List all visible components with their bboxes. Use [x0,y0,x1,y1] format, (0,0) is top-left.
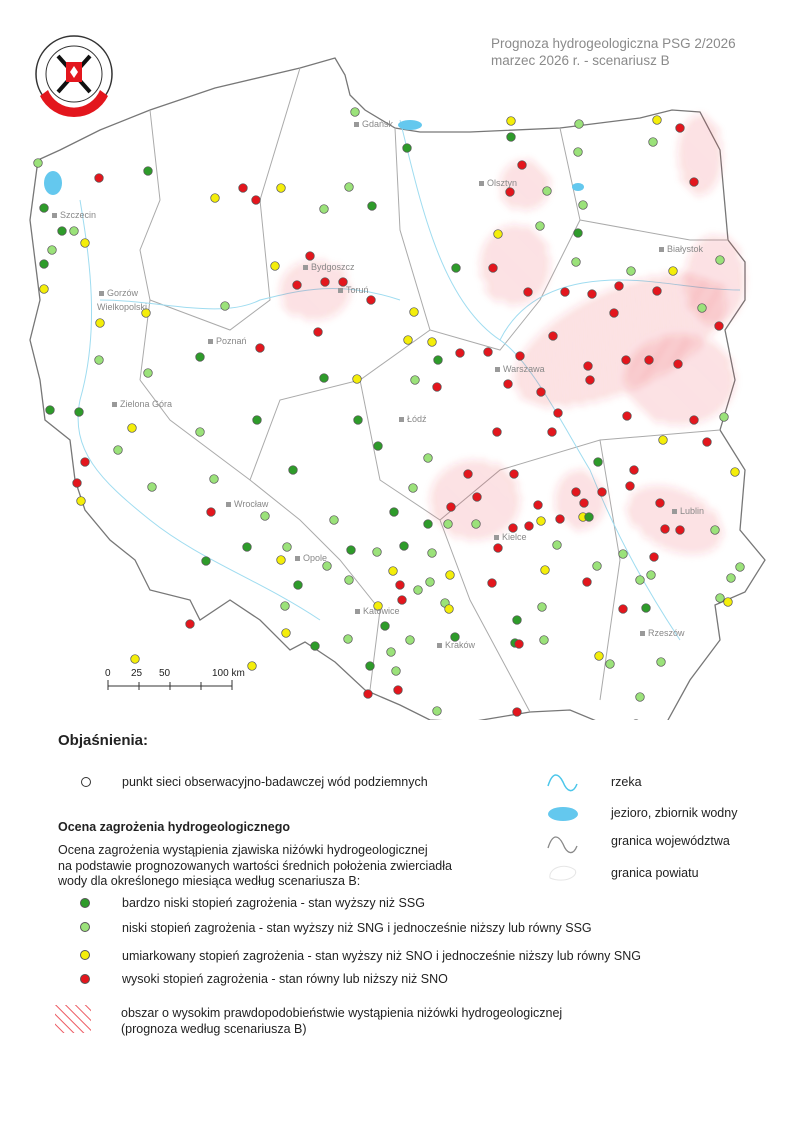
point-symbol-icon [81,777,91,787]
observation-point [619,550,628,559]
observation-point [549,332,558,341]
observation-point [656,499,665,508]
observation-point [410,308,419,317]
area-line: obszar o wysokim prawdopodobieństwie wystąpienia niżówki hydrogeologicznej [121,1006,563,1020]
observation-point [579,201,588,210]
observation-point [211,194,220,203]
observation-point [541,566,550,575]
observation-point [353,375,362,384]
observation-point [445,605,454,614]
city-marker-icon [303,265,308,270]
legend-very-low: bardzo niski stopień zagrożenia - stan wyższy niż SSG [122,896,425,910]
observation-point [513,708,522,717]
observation-point [387,648,396,657]
observation-point [293,281,302,290]
observation-point [553,541,562,550]
high-dot-icon [80,974,90,984]
observation-point [364,690,373,699]
city-label: Kielce [502,532,527,542]
observation-point [636,693,645,702]
observation-point [330,516,339,525]
lake-icon [548,807,578,821]
observation-point [253,416,262,425]
observation-point [504,380,513,389]
city-label: Poznań [216,336,247,346]
observation-point [715,322,724,331]
observation-point [507,117,516,126]
observation-point [40,285,49,294]
observation-point [321,278,330,287]
observation-point [344,635,353,644]
observation-point [556,515,565,524]
observation-point [606,660,615,669]
observation-point [404,336,413,345]
observation-point [536,222,545,231]
observation-point [537,388,546,397]
observation-point [426,578,435,587]
observation-point [351,108,360,117]
city-marker-icon [354,122,359,127]
observation-point [381,622,390,631]
observation-point [659,436,668,445]
city-label: Wielkopolski [97,302,148,312]
observation-point [202,557,211,566]
legend-high: wysoki stopień zagrożenia - stan równy lub niższy niż SNO [122,972,448,986]
city-marker-icon [437,643,442,648]
observation-point [653,116,662,125]
legend-section: Ocena zagrożenia hydrogeologicznego [58,820,290,834]
city-marker-icon [338,288,343,293]
observation-point [390,508,399,517]
observation-point [411,376,420,385]
observation-point [354,416,363,425]
observation-point [144,369,153,378]
observation-point [452,264,461,273]
observation-point [572,258,581,267]
observation-point [580,499,589,508]
observation-point [548,428,557,437]
observation-point [368,202,377,211]
observation-point [403,144,412,153]
observation-point [95,174,104,183]
observation-point [414,586,423,595]
observation-point [534,501,543,510]
legend-point: punkt sieci obserwacyjno-badawczej wód podziemnych [122,775,428,789]
legend-lake: jezioro, zbiornik wodny [611,806,738,820]
city-marker-icon [226,502,231,507]
observation-point [513,616,522,625]
observation-point [294,581,303,590]
observation-point [433,383,442,392]
observation-point [464,470,473,479]
legend-desc [58,843,452,890]
observation-point [488,579,497,588]
observation-point [630,466,639,475]
city-marker-icon [494,535,499,540]
observation-point [711,526,720,535]
observation-point [561,288,570,297]
observation-point [585,513,594,522]
observation-point [271,262,280,271]
legend-river: rzeka [611,775,642,789]
observation-point [320,374,329,383]
city-marker-icon [112,402,117,407]
observation-point [537,517,546,526]
observation-point [446,571,455,580]
city-marker-icon [52,213,57,218]
observation-point [81,239,90,248]
observation-point [77,497,86,506]
observation-point [669,267,678,276]
observation-point [58,227,67,236]
observation-point [622,356,631,365]
observation-point [347,546,356,555]
legend-moderate: umiarkowany stopień zagrożenia - stan wyższy niż SNO i jednocześnie niższy lub równy SNG [122,949,641,963]
observation-point [515,640,524,649]
observation-point [653,287,662,296]
observation-point [366,662,375,671]
observation-point [610,309,619,318]
observation-point [716,256,725,265]
city-label: Białystok [667,244,704,254]
observation-point [676,124,685,133]
observation-point [207,508,216,517]
observation-point [345,183,354,192]
observation-point [647,571,656,580]
observation-point [507,133,516,142]
observation-point [40,260,49,269]
observation-point [81,458,90,467]
observation-point [510,470,519,479]
observation-point [367,296,376,305]
observation-point [716,594,725,603]
observation-point [261,512,270,521]
scale-tick: 100 km [212,668,245,679]
observation-point [583,578,592,587]
city-label: Zielona Góra [120,399,173,409]
observation-point [493,428,502,437]
observation-point [73,479,82,488]
observation-point [409,484,418,493]
city-label: Kraków [445,640,476,650]
observation-point [524,288,533,297]
observation-point [256,344,265,353]
scale-tick: 25 [131,668,143,679]
voivodeship-border-icon [548,837,577,853]
observation-point [406,636,415,645]
observation-point [131,655,140,664]
city-label: Gorzów [107,288,139,298]
observation-point [210,475,219,484]
observation-point [320,205,329,214]
observation-point [70,227,79,236]
city-label: Łódź [407,414,427,424]
observation-point [434,356,443,365]
observation-point [456,349,465,358]
observation-point [428,338,437,347]
map-title [491,35,736,69]
observation-point [649,138,658,147]
observation-point [424,454,433,463]
observation-point [586,376,595,385]
observation-point [144,167,153,176]
low-dot-icon [80,922,90,932]
observation-point [243,543,252,552]
city-label: Warszawa [503,364,545,374]
legend-heading: Objaśnienia: [58,732,149,749]
area-line: (prognoza według scenariusza B) [121,1021,307,1036]
city-label: Katowice [363,606,400,616]
city-label: Szczecin [60,210,97,220]
city-label: Lublin [680,506,705,516]
observation-point [642,604,651,613]
city-marker-icon [479,181,484,186]
observation-point [114,446,123,455]
observation-point [428,549,437,558]
legend-line-icons [545,770,585,890]
observation-point [424,520,433,529]
observation-point [396,581,405,590]
observation-point [619,605,628,614]
desc-line: na podstawie prognozowanych wartości średnich położenia zwierciadła [58,858,452,873]
legend-area [121,1006,562,1037]
city-label: Rzeszów [648,628,685,638]
observation-point [727,574,736,583]
legend-voivodeship: granica województwa [611,834,730,848]
observation-point [574,148,583,157]
observation-point [516,352,525,361]
observation-point [615,282,624,291]
observation-point [394,686,403,695]
city-marker-icon [355,609,360,614]
observation-point [690,416,699,425]
scale-tick: 50 [159,668,171,679]
pig-logo [30,32,130,122]
observation-point [186,620,195,629]
observation-point [595,652,604,661]
observation-point [277,184,286,193]
city-marker-icon [659,247,664,252]
observation-point [650,553,659,562]
observation-point [277,556,286,565]
subtitle-line: marzec 2026 r. - scenariusz B [491,53,670,68]
observation-point [574,229,583,238]
observation-point [75,408,84,417]
observation-point [95,356,104,365]
city-marker-icon [99,291,104,296]
city-label: Opole [303,553,328,563]
observation-point [525,522,534,531]
observation-point [289,466,298,475]
observation-point [724,598,733,607]
observation-point [34,159,43,168]
city-marker-icon [208,339,213,344]
observation-point [472,520,481,529]
observation-point [627,267,636,276]
observation-point [196,428,205,437]
observation-point [636,576,645,585]
hatch-area-icon [55,1005,91,1033]
observation-point [148,483,157,492]
city-marker-icon [495,367,500,372]
observation-point [690,178,699,187]
scale-bar [105,668,245,690]
observation-point [96,319,105,328]
observation-point [676,526,685,535]
observation-point [311,642,320,651]
observation-point [314,328,323,337]
observation-point [736,563,745,572]
observation-point [645,356,654,365]
observation-point [575,120,584,129]
observation-point [538,603,547,612]
city-marker-icon [672,509,677,514]
observation-point [703,438,712,447]
observation-point [46,406,55,415]
very-low-dot-icon [80,898,90,908]
desc-line: Ocena zagrożenia wystąpienia zjawiska niżówki hydrogeologicznej [58,843,428,857]
river-icon [548,775,577,791]
observation-point [398,596,407,605]
observation-point [540,636,549,645]
observation-point [593,562,602,571]
observation-point [473,493,482,502]
observation-point [374,442,383,451]
city-label: Bydgoszcz [311,262,355,272]
observation-point [252,196,261,205]
observation-point [433,707,442,716]
legend-county: granica powiatu [611,866,699,880]
observation-point [306,252,315,261]
observation-point [489,264,498,273]
observation-point [239,184,248,193]
observation-point [281,602,290,611]
moderate-dot-icon [80,950,90,960]
observation-point [584,362,593,371]
title-line: Prognoza hydrogeologiczna PSG 2/2026 [491,36,736,51]
scale-tick: 0 [105,668,111,679]
observation-point [373,548,382,557]
city-label: Wrocław [234,499,269,509]
city-label: Gdańsk [362,119,394,129]
observation-point [506,188,515,197]
observation-point [196,353,205,362]
observation-point [248,662,257,671]
observation-point [674,360,683,369]
observation-point [543,187,552,196]
observation-point [389,567,398,576]
observation-point [661,525,670,534]
observation-point [494,230,503,239]
observation-point [400,542,409,551]
observation-point [484,348,493,357]
observation-point [128,424,137,433]
legend-low: niski stopień zagrożenia - stan wyższy niż SNG i jednocześnie niższy lub równy SSG [122,921,592,935]
city-marker-icon [399,417,404,422]
observation-point [720,413,729,422]
county-border-icon [550,866,576,880]
observation-point [518,161,527,170]
city-label: Olsztyn [487,178,518,188]
observation-point [444,520,453,529]
city-marker-icon [295,556,300,561]
observation-point [657,658,666,667]
observation-point [598,488,607,497]
observation-point [626,482,635,491]
observation-point [392,667,401,676]
observation-point [345,576,354,585]
city-marker-icon [640,631,645,636]
observation-point [494,544,503,553]
observation-point [221,302,230,311]
observation-point [40,204,49,213]
observation-point [572,488,581,497]
observation-point [48,246,57,255]
observation-point [588,290,597,299]
observation-point [447,503,456,512]
observation-point [698,304,707,313]
observation-point [509,524,518,533]
city-label: Toruń [346,285,369,295]
observation-point [623,412,632,421]
observation-point [282,629,291,638]
observation-point [594,458,603,467]
desc-line: wody dla określonego miesiąca według scenariusza B: [58,874,361,888]
observation-point [554,409,563,418]
observation-point [283,543,292,552]
observation-point [731,468,740,477]
